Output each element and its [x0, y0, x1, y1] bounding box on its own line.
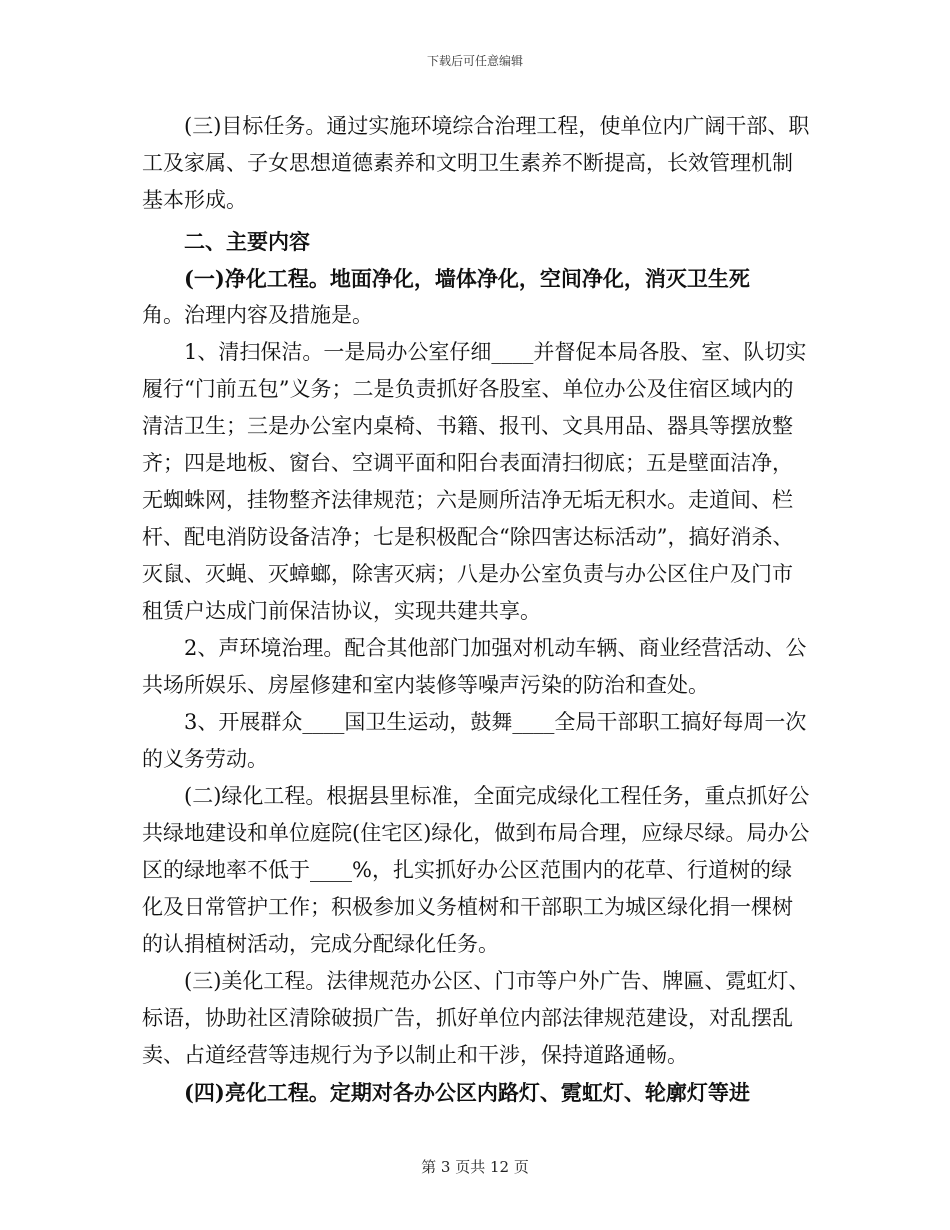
paragraph-hygiene-campaign: 3、开展群众____国卫生运动，鼓舞____全局干部职工搞好每周一次的义务劳动。 — [142, 710, 807, 771]
paragraph-cleaning: 1、清扫保洁。一是局办公室仔细____并督促本局各股、室、队切实履行“门前五包”义务；二是负责抓好各股室、单位办公及住宿区域内的清洁卫生；三是办公室内桌椅、书籍、报刊、文具用品、器具等摆放整齐；四是地板、窗台、空调平面和阳台表面清扫彻底；五是壁面洁净，无蜘蛛网，挂物整齐法律规范；六是厕所洁净无垢无积水。走道间、栏杆、配电消防设备洁净；七是积极配合“除四害达标活动”，搞好消杀、灭鼠、灭蝇、灭蟑螂，除害灭病；八是办公室负责与办公区住户及门市租赁户达成门前保洁协议，实现共建共享。 — [142, 340, 807, 623]
document-body — [142, 108, 810, 1111]
page-header: 下载后可任意编辑 — [426, 54, 523, 68]
paragraph-lighting: (四)亮化工程。定期对各办公区内路灯、霓虹灯、轮廓灯等进 — [184, 1080, 750, 1105]
paragraph-greening: (二)绿化工程。根据县里标准，全面完成绿化工程任务，重点抓好公共绿地建设和单位庭院(住宅区)绿化，做到布局合理，应绿尽绿。局办公区的绿地率不低于____%，扎实抓好办公区范围内的花草、行道树的绿化及日常管护工作；积极参加义务植树和干部职工为城区绿化捐一棵树的认捐植树活动，完成分配绿化任务。 — [142, 784, 810, 956]
section-heading-main-content: 二、主要内容 — [184, 229, 310, 254]
page-footer: 第 3 页共 12 页 — [421, 1158, 529, 1176]
paragraph-purification-heading: (一)净化工程。地面净化，墙体净化，空间净化，消灭卫生死 — [184, 266, 750, 291]
paragraph-target-tasks: (三)目标任务。通过实施环境综合治理工程，使单位内广阔干部、职工及家属、子女思想道德素养和文明卫生素养不断提高，长效管理机制基本形成。 — [142, 114, 810, 212]
paragraph-beautification: (三)美化工程。法律规范办公区、门市等户外广告、牌匾、霓虹灯、标语，协助社区清除破损广告，抓好单位内部法律规范建设，对乱摆乱卖、占道经营等违规行为予以制止和干涉，保持道路通畅。 — [142, 969, 810, 1067]
paragraph-purification-continued: 角。治理内容及措施是。 — [142, 303, 373, 327]
paragraph-noise-control: 2、声环境治理。配合其他部门加强对机动车辆、商业经营活动、公共场所娱乐、房屋修建和室内装修等噪声污染的防治和查处。 — [142, 636, 807, 697]
